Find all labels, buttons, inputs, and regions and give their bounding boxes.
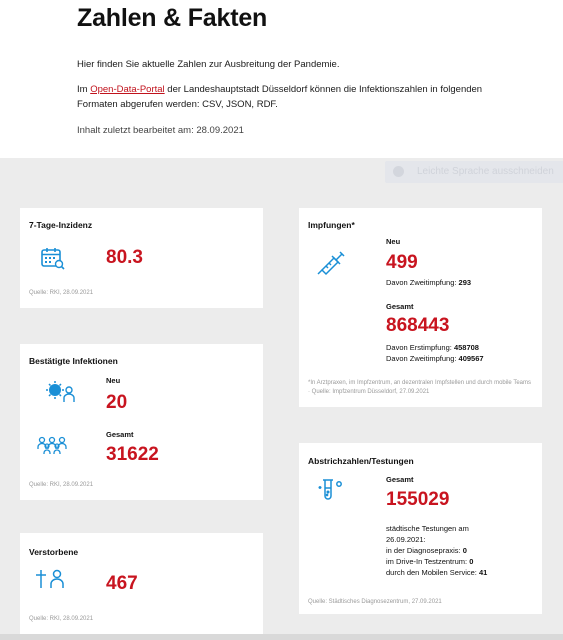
vaccinations-total-second xyxy=(386,353,484,364)
open-data-portal-link[interactable]: Open-Data-Portal xyxy=(90,84,165,95)
vaccinations-new-label: Neu xyxy=(386,237,401,246)
test-tube-icon xyxy=(317,477,347,503)
tests-drive-label: im Drive-In Testzentrum: xyxy=(386,557,470,566)
vaccinations-card xyxy=(299,208,542,407)
deaths-value: 467 xyxy=(106,573,138,594)
easy-language-icon xyxy=(393,166,404,177)
vaccinations-total-value: 868443 xyxy=(386,315,450,336)
incidence-title: 7-Tage-Inzidenz xyxy=(29,220,93,230)
tests-practice-value: 0 xyxy=(462,546,467,555)
easy-language-button[interactable] xyxy=(385,161,563,183)
deaths-card xyxy=(20,533,263,634)
infections-new-label: Neu xyxy=(106,376,121,385)
vaccinations-new-second xyxy=(386,277,471,288)
deaths-title: Verstorbene xyxy=(29,547,79,557)
tests-line1: städtische Testungen am xyxy=(386,524,469,533)
tests-line2: 26.09.2021: xyxy=(386,535,426,544)
bottom-divider xyxy=(0,634,563,640)
vaccinations-total-first xyxy=(386,342,479,353)
intro-text: Hier finden Sie aktuelle Zahlen zur Ausbreitung der Pandemie. xyxy=(77,59,340,70)
easy-language-label: Leichte Sprache ausschneiden xyxy=(417,166,554,177)
infections-new-value: 20 xyxy=(106,392,128,413)
vaccinations-total-first-label: Davon Erstimpfung: xyxy=(386,343,454,352)
tests-card xyxy=(299,443,542,614)
tests-drive-value: 0 xyxy=(469,557,474,566)
tests-source: Quelle: Städtisches Diagnosezentrum, 27.09.2021 xyxy=(308,599,442,605)
vaccinations-total-second-label: Davon Zweitimpfung: xyxy=(386,354,459,363)
tests-total-value: 155029 xyxy=(386,489,450,510)
last-edited-text: Inhalt zuletzt bearbeitet am: 28.09.2021 xyxy=(77,125,244,136)
incidence-source: Quelle: RKI, 28.09.2021 xyxy=(29,290,94,296)
deaths-source: Quelle: RKI, 28.09.2021 xyxy=(29,616,94,622)
infections-total-label: Gesamt xyxy=(106,430,134,439)
tests-mobile-value: 41 xyxy=(478,568,488,577)
vaccinations-new-value: 499 xyxy=(386,252,418,273)
page-header xyxy=(0,0,563,158)
tests-practice xyxy=(386,545,467,556)
calendar-icon xyxy=(40,246,66,270)
tests-title: Abstrichzahlen/Testungen xyxy=(308,456,414,466)
infections-title: Bestätigte Infektionen xyxy=(29,356,118,366)
open-data-text xyxy=(77,83,497,112)
vaccinations-new-second-label: Davon Zweitimpfung: xyxy=(386,278,459,287)
vaccinations-footnote: *In Arztpraxen, im Impfzentrum, an dezentralen Impfstellen und durch mobile Teams · Quelle: Impfzentrum Düsseldorf, 27.09.2021 xyxy=(308,380,531,395)
group-icon xyxy=(36,435,68,455)
tests-mobile-label: durch den Mobilen Service: xyxy=(386,568,479,577)
vaccinations-title: Impfungen* xyxy=(308,220,355,230)
open-data-prefix: Im xyxy=(77,84,91,95)
tests-practice-label: in der Diagnosepraxis: xyxy=(386,546,463,555)
cross-person-icon xyxy=(33,568,69,590)
infections-total-value: 31622 xyxy=(106,444,159,465)
tests-drive xyxy=(386,556,473,567)
incidence-value: 80.3 xyxy=(106,247,143,268)
page-title: Zahlen & Fakten xyxy=(77,4,268,32)
tests-mobile xyxy=(386,567,487,578)
incidence-card xyxy=(20,208,263,308)
vaccinations-total-second-value: 409567 xyxy=(458,354,484,363)
vaccinations-total-label: Gesamt xyxy=(386,302,414,311)
tests-total-label: Gesamt xyxy=(386,475,414,484)
syringe-icon xyxy=(316,250,346,276)
infections-card xyxy=(20,344,263,500)
infections-source: Quelle: RKI, 28.09.2021 xyxy=(29,482,94,488)
vaccinations-total-first-value: 458708 xyxy=(453,343,479,352)
vaccinations-new-second-value: 293 xyxy=(458,278,472,287)
virus-person-icon xyxy=(46,380,76,404)
open-data-suffix: der Landeshauptstadt Düsseldorf können die Infektionszahlen in folgenden Formaten abgerufen werden: CSV, JSON, RDF. xyxy=(77,84,483,110)
